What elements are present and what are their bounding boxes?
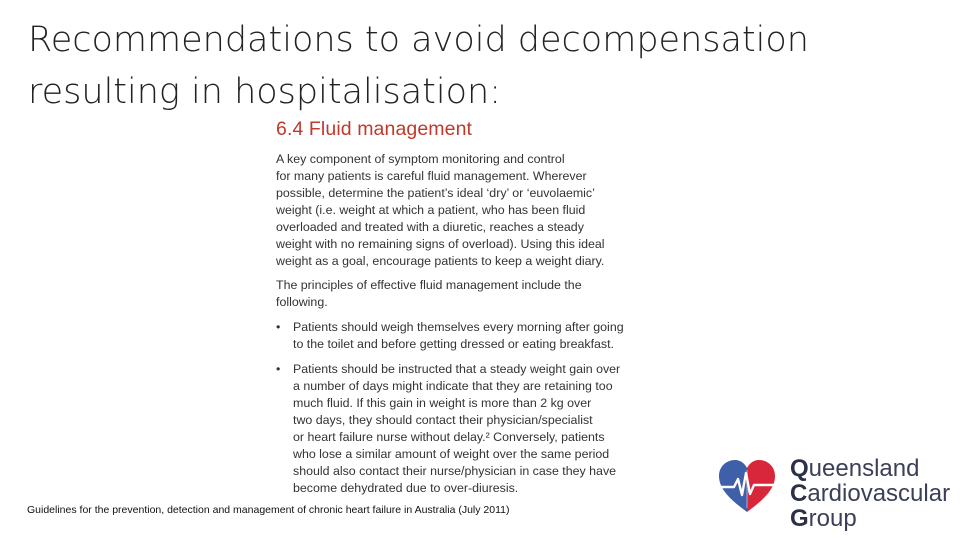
bullet-line: two days, they should contact their physician/specialist xyxy=(293,413,593,427)
source-citation: Guidelines for the prevention, detection and management of chronic heart failure in Australia (July 2011) xyxy=(27,504,510,516)
excerpt-paragraph-1 xyxy=(276,151,628,270)
paragraph-line: weight as a goal, encourage patients to keep a weight diary. xyxy=(276,254,605,268)
queensland-cardiovascular-group-logo xyxy=(716,454,956,534)
paragraph-line: possible, determine the patient’s ideal ‘dry’ or ‘euvolaemic’ xyxy=(276,186,595,200)
paragraph-line: weight (i.e. weight at which a patient, who has been fluid xyxy=(276,203,586,217)
heart-ecg-icon xyxy=(716,458,778,514)
logo-line-3: Group xyxy=(790,505,857,532)
bullet-line: to the toilet and before getting dressed or eating breakfast. xyxy=(293,337,614,351)
bullet-line: or heart failure nurse without delay.² Conversely, patients xyxy=(293,430,605,444)
paragraph-line: for many patients is careful fluid management. Wherever xyxy=(276,169,587,183)
slide-title xyxy=(28,14,928,118)
bullet-line: a number of days might indicate that they are retaining too xyxy=(293,379,613,393)
slide-title-line-2: resulting in hospitalisation: xyxy=(28,72,501,112)
bullet-icon: • xyxy=(276,362,281,376)
bullet-line: become dehydrated due to over-diuresis. xyxy=(293,481,519,495)
paragraph-line: overloaded and treated with a diuretic, reaches a steady xyxy=(276,220,584,234)
bullet-line: should also contact their nurse/physician in case they have xyxy=(293,464,617,478)
bullet-line: who lose a similar amount of weight over the same period xyxy=(293,447,610,461)
logo-line-1: Queensland xyxy=(790,455,920,482)
logo-wordmark xyxy=(790,456,950,531)
excerpt-paragraph-2 xyxy=(276,277,628,311)
paragraph-line: weight with no remaining signs of overload). Using this ideal xyxy=(276,237,605,251)
paragraph-line: The principles of effective fluid management include the xyxy=(276,278,582,292)
paragraph-line: following. xyxy=(276,295,328,309)
bullet-line: Patients should weigh themselves every morning after going xyxy=(293,320,624,334)
bullet-line: much fluid. If this gain in weight is more than 2 kg over xyxy=(293,396,592,410)
bullet-line: Patients should be instructed that a steady weight gain over xyxy=(293,362,621,376)
paragraph-line: A key component of symptom monitoring and control xyxy=(276,152,565,166)
logo-line-2: Cardiovascular xyxy=(790,480,951,507)
guideline-excerpt-image xyxy=(262,115,634,497)
section-heading: 6.4 Fluid management xyxy=(276,118,473,140)
slide-title-line-1: Recommendations to avoid decompensation xyxy=(28,20,809,60)
bullet-icon: • xyxy=(276,320,281,334)
